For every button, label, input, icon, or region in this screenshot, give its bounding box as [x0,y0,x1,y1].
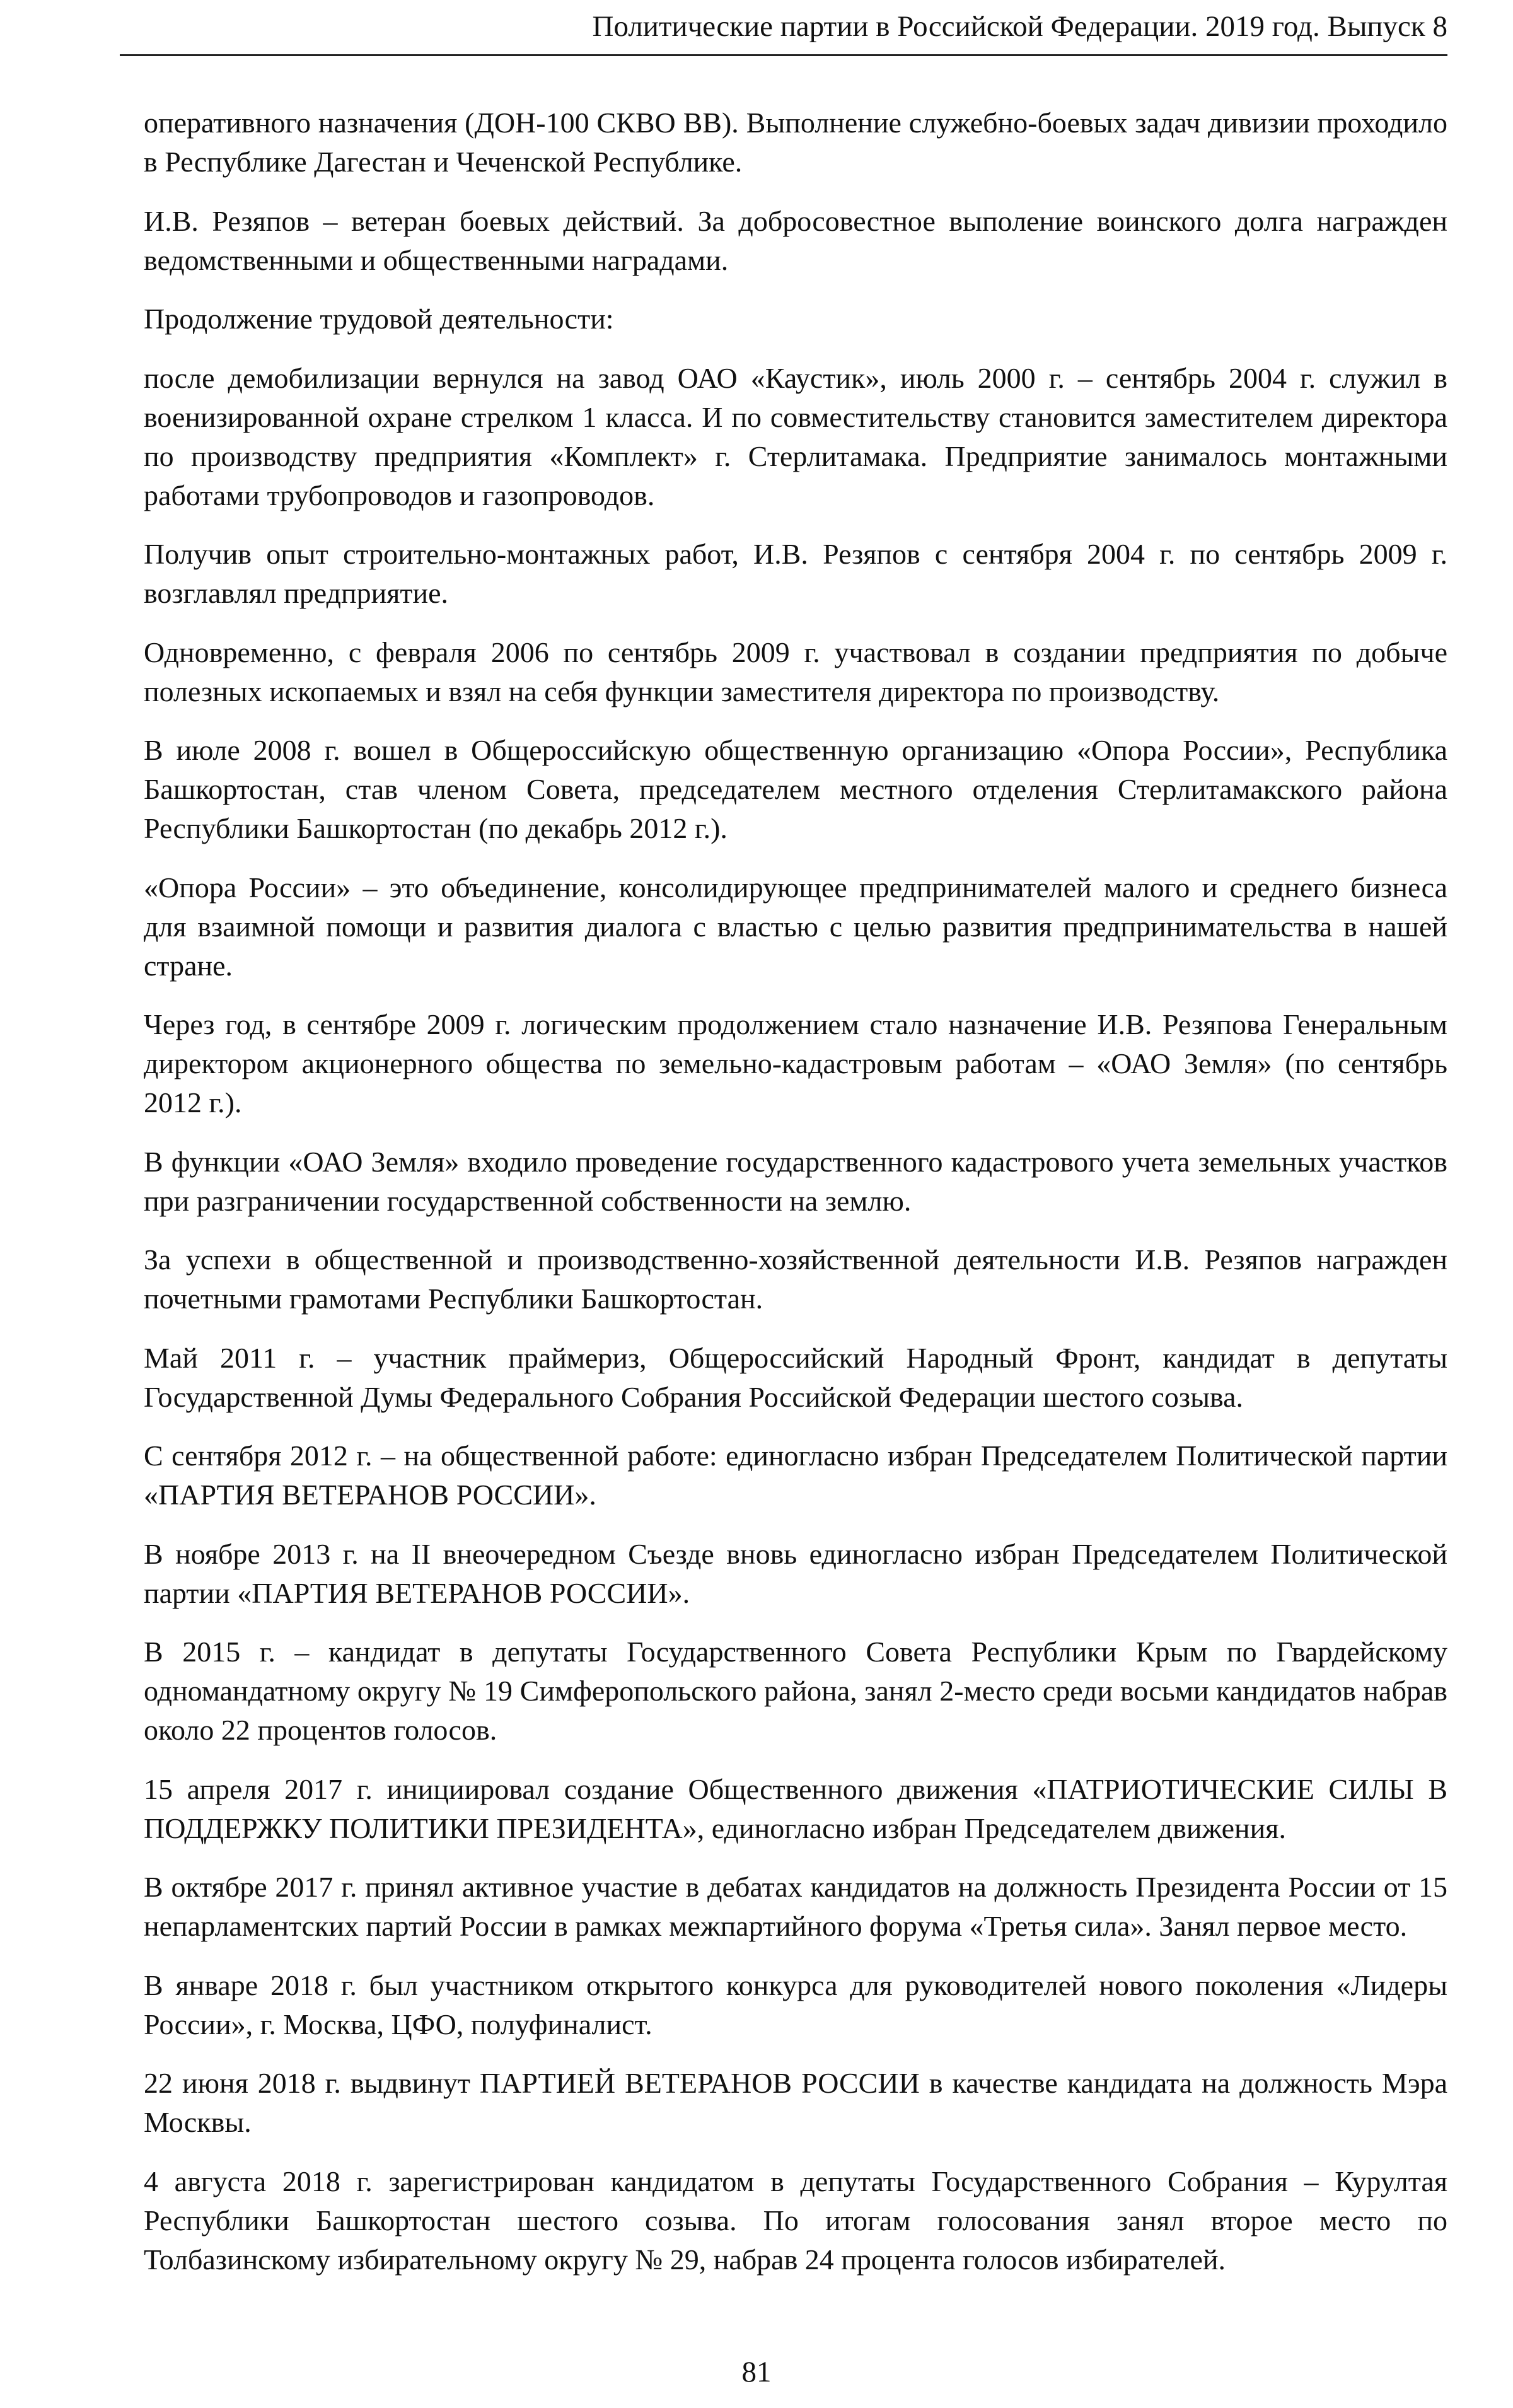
paragraph: Через год, в сентябре 2009 г. логическим продолжением стало назначение И.В. Резяпова Генеральным директором акционерного общества по земельно-кадастровым работам – «ОАО Земля» (по сентябрь 2012 г.). [144,1008,1447,1119]
paragraph: 15 апреля 2017 г. инициировал создание Общественного движения «ПАТРИОТИЧЕСКИЕ СИЛЫ В ПОДДЕРЖКУ ПОЛИТИКИ ПРЕЗИДЕНТА», единогласно избран Председателем движения. [144,1772,1447,1844]
paragraph: Продолжение трудовой деятельности: [144,303,614,335]
paragraph: За успехи в общественной и производственно-хозяйственной деятельности И.В. Резяпов награжден почетными грамотами Республики Башкортостан. [144,1243,1447,1315]
paragraph: 22 июня 2018 г. выдвинут ПАРТИЕЙ ВЕТЕРАНОВ РОССИИ в качестве кандидата на должность Мэра Москвы. [144,2067,1447,2138]
body-text [144,103,1447,2299]
paragraph: В октябре 2017 г. принял активное участие в дебатах кандидатов на должность Президента России от 15 непарламентских партий России в рамках межпартийного форума «Третья сила». Занял первое место. [144,1871,1447,1942]
paragraph: Одновременно, с февраля 2006 по сентябрь 2009 г. участвовал в создании предприятия по добыче полезных ископаемых и взял на себя функции заместителя директора по производству. [144,636,1447,707]
paragraph: В ноябре 2013 г. на II внеочередном Съезде вновь единогласно избран Председателем Политической партии «ПАРТИЯ ВЕТЕРАНОВ РОССИИ». [144,1537,1447,1609]
running-header: Политические партии в Российской Федерации. 2019 год. Выпуск 8 [120,8,1447,56]
paragraph: Май 2011 г. – участник праймериз, Общероссийский Народный Фронт, кандидат в депутаты Государственной Думы Федерального Собрания Российской Федерации шестого созыва. [144,1341,1447,1413]
paragraph: В функции «ОАО Земля» входило проведение государственного кадастрового учета земельных участков при разграничении государственной собственности на землю. [144,1145,1447,1217]
paragraph: 4 августа 2018 г. зарегистрирован кандидатом в депутаты Государственного Собрания – Курултая Республики Башкортостан шестого созыва. По итогам голосования занял второе место по Толбазинскому избирательному округу № 29, набрав 24 процента голосов избирателей. [144,2165,1447,2276]
page-number: 81 [741,2356,772,2388]
paragraph: С сентября 2012 г. – на общественной работе: единогласно избран Председателем Политической партии «ПАРТИЯ ВЕТЕРАНОВ РОССИИ». [144,1440,1447,1511]
paragraph: Получив опыт строительно-монтажных работ, И.В. Резяпов с сентября 2004 г. по сентябрь 2009 г. возглавлял предприятие. [144,538,1447,609]
paragraph: оперативного назначения (ДОН-100 СКВО ВВ). Выполнение служебно-боевых задач дивизии проходило в Республике Дагестан и Чеченской Республике. [144,107,1447,178]
paragraph: В 2015 г. – кандидат в депутаты Государственного Совета Республики Крым по Гвардейскому одномандатному округу № 19 Симферопольского района, занял 2-место среди восьми кандидатов набрав около 22 процентов голосов. [144,1636,1447,1746]
paragraph: после демобилизации вернулся на завод ОАО «Каустик», июль 2000 г. – сентябрь 2004 г. служил в военизированной охране стрелком 1 класса. И по совместительству становится заместителем директора по производству предприятия «Комплект» г. Стерлитамака. Предприятие занималось монтажными работами трубопроводов и газопроводов. [144,361,1447,511]
paragraph: «Опора России» – это объединение, консолидирующее предпринимателей малого и среднего бизнеса для взаимной помощи и развития диалога с властью с целью развития предпринимательства в нашей стране. [144,871,1447,982]
paragraph: В июле 2008 г. вошел в Общероссийскую общественную организацию «Опора России», Республика Башкортостан, став членом Совета, председателем местного отделения Стерлитамакского района Республики Башкортостан (по декабрь 2012 г.). [144,734,1447,844]
paragraph: В январе 2018 г. был участником открытого конкурса для руководителей нового поколения «Лидеры России», г. Москва, ЦФО, полуфиналист. [144,1969,1447,2040]
paragraph: И.В. Резяпов – ветеран боевых действий. За добросовестное выполение воинского долга награжден ведомственными и общественными наградами. [144,204,1447,276]
